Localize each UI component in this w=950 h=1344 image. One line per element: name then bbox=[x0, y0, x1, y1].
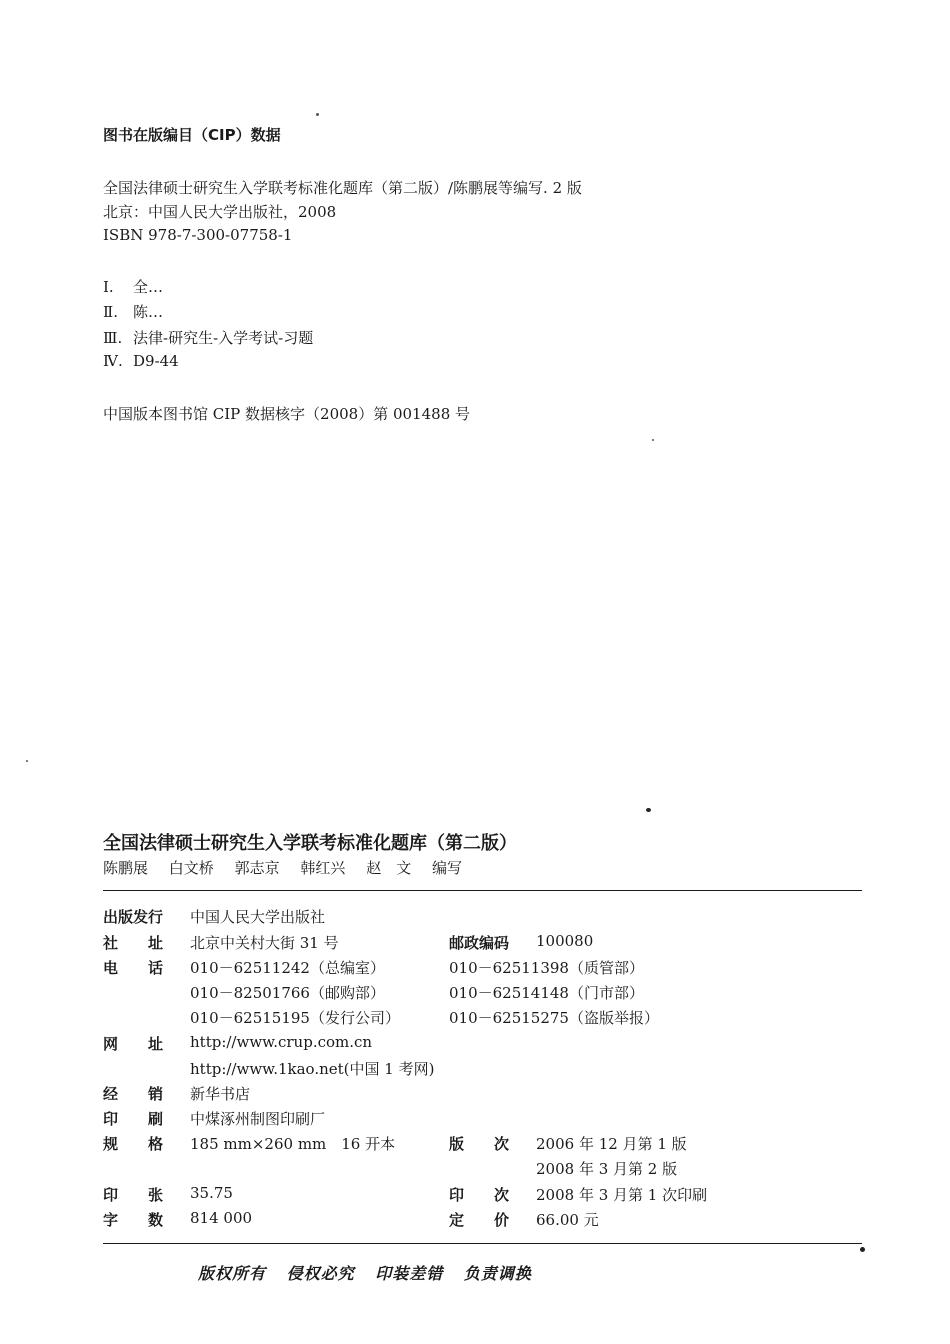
address-value: 北京中关村大街 31 号 bbox=[190, 934, 339, 952]
printer-label: 印 刷 bbox=[103, 1110, 164, 1128]
publisher-label: 出版发行 bbox=[103, 908, 164, 926]
subject-text: 陈… bbox=[133, 303, 164, 321]
author: 白文桥 bbox=[168, 859, 214, 877]
price-label: 定 价 bbox=[449, 1211, 510, 1229]
cip-verification: 中国版本图书馆 CIP 数据核字（2008）第 001488 号 bbox=[103, 405, 471, 423]
author: 郭志京 bbox=[234, 859, 280, 877]
copyright-phrase: 印装差错 bbox=[375, 1264, 444, 1283]
price-value: 66.00 元 bbox=[536, 1211, 599, 1229]
cip-subject-2 bbox=[103, 301, 163, 322]
scan-speck bbox=[26, 760, 28, 762]
phone-right-1: 010－62511398（质管部） bbox=[449, 959, 644, 977]
subject-number: Ⅱ. bbox=[103, 303, 118, 321]
edition-value-2: 2008 年 3 月第 2 版 bbox=[536, 1160, 678, 1178]
book-authors bbox=[103, 857, 478, 878]
author: 韩红兴 bbox=[300, 859, 346, 877]
postcode-value: 100080 bbox=[536, 932, 594, 950]
sheets-value: 35.75 bbox=[190, 1184, 233, 1202]
distributor-label: 经 销 bbox=[103, 1085, 164, 1103]
subject-number: Ⅳ. bbox=[103, 352, 123, 370]
spec-label: 规 格 bbox=[103, 1135, 164, 1153]
impression-label: 印 次 bbox=[449, 1186, 510, 1204]
phone-left-1: 010－62511242（总编室） bbox=[190, 959, 385, 977]
cip-subject-1 bbox=[103, 276, 163, 297]
copyright-phrase: 负责调换 bbox=[463, 1264, 532, 1283]
author: 赵 文 bbox=[366, 859, 412, 877]
scan-speck bbox=[860, 1247, 865, 1252]
copyright-notice bbox=[198, 1261, 546, 1284]
publisher-value: 中国人民大学出版社 bbox=[190, 908, 326, 926]
distributor-value: 新华书店 bbox=[190, 1085, 251, 1103]
phone-left-2: 010－82501766（邮购部） bbox=[190, 984, 385, 1002]
subject-text: 全… bbox=[133, 278, 164, 296]
edition-value-1: 2006 年 12 月第 1 版 bbox=[536, 1135, 687, 1153]
postcode-label: 邮政编码 bbox=[449, 934, 510, 952]
copyright-phrase: 版权所有 bbox=[198, 1264, 267, 1283]
edition-label: 版 次 bbox=[449, 1135, 510, 1153]
book-title: 全国法律硕士研究生入学联考标准化题库（第二版） bbox=[103, 833, 517, 854]
subject-text: D9-44 bbox=[133, 352, 179, 370]
subject-text: 法律-研究生-入学考试-习题 bbox=[133, 329, 314, 347]
scan-speck bbox=[316, 113, 319, 116]
phone-right-3: 010－62515275（盗版举报） bbox=[449, 1009, 659, 1027]
spec-value: 185 mm×260 mm 16 开本 bbox=[190, 1135, 396, 1153]
subject-number: Ⅲ. bbox=[103, 329, 123, 347]
bottom-divider bbox=[103, 1243, 862, 1244]
phone-label: 电 话 bbox=[103, 959, 164, 977]
scan-speck bbox=[646, 808, 651, 812]
website-link-1: http://www.crup.com.cn bbox=[190, 1033, 373, 1051]
cip-subject-4 bbox=[103, 352, 179, 370]
cip-title-line: 全国法律硕士研究生入学联考标准化题库（第二版）/陈鹏展等编写. 2 版 bbox=[103, 179, 582, 197]
subject-number: Ⅰ. bbox=[103, 278, 114, 296]
sheets-label: 印 张 bbox=[103, 1186, 164, 1204]
copyright-phrase: 侵权必究 bbox=[286, 1264, 355, 1283]
printer-value: 中煤涿州制图印刷厂 bbox=[190, 1110, 326, 1128]
address-label: 社 址 bbox=[103, 934, 164, 952]
top-divider bbox=[103, 890, 862, 891]
phone-right-2: 010－62514148（门市部） bbox=[449, 984, 644, 1002]
cip-publisher-line: 北京：中国人民大学出版社，2008 bbox=[103, 203, 337, 221]
cip-heading: 图书在版编目（CIP）数据 bbox=[103, 126, 281, 144]
words-label: 字 数 bbox=[103, 1211, 164, 1229]
impression-value: 2008 年 3 月第 1 次印刷 bbox=[536, 1186, 708, 1204]
author-role: 编写 bbox=[431, 859, 462, 877]
website-label: 网 址 bbox=[103, 1035, 164, 1053]
phone-left-3: 010－62515195（发行公司） bbox=[190, 1009, 400, 1027]
website-link-2: http://www.1kao.net(中国 1 考网) bbox=[190, 1060, 435, 1078]
scan-speck bbox=[652, 439, 654, 441]
words-value: 814 000 bbox=[190, 1209, 253, 1227]
author: 陈鹏展 bbox=[103, 859, 149, 877]
cip-isbn-line: ISBN 978-7-300-07758-1 bbox=[103, 226, 293, 244]
cip-subject-3 bbox=[103, 327, 313, 348]
